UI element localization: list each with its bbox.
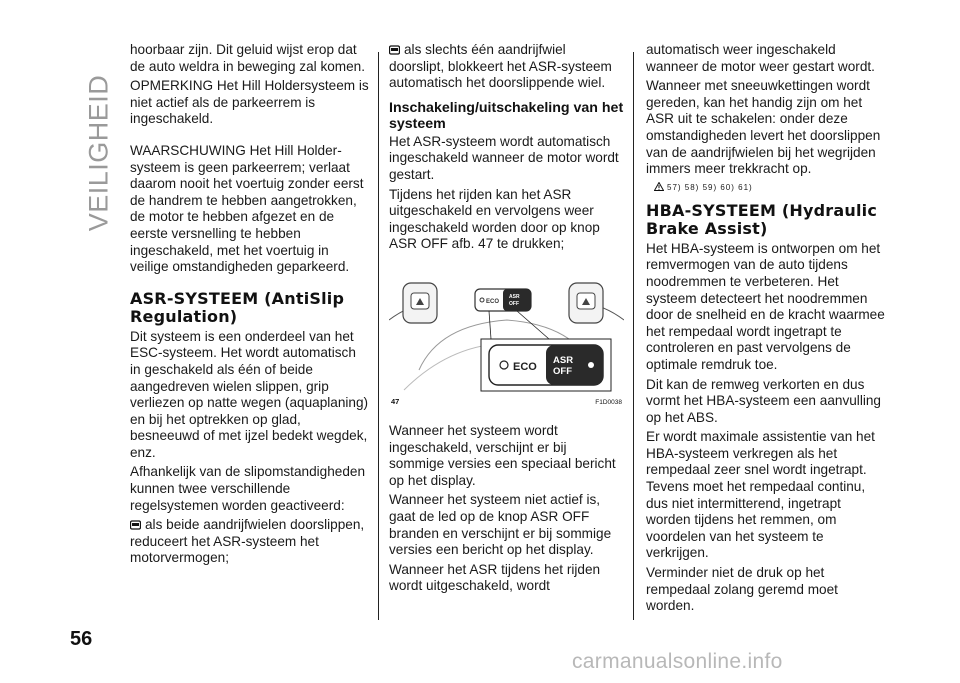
column-2 [389,42,624,598]
paragraph: OPMERKING Het Hill Holdersysteem is niet actief als de parkeerrem is ingeschakeld. [130,78,369,127]
column-divider [633,52,634,620]
paragraph: Wanneer het systeem niet actief is, gaat de led op de knop ASR OFF branden en verschijnt er bij sommige versies een bericht op het display. [389,492,612,558]
subheading-activation: Inschakeling/uitschakeling van het systeem [389,99,624,132]
section-heading-asr: ASR-SYSTEEM (AntiSlip Regulation) [130,288,345,326]
off-label: OFF [553,365,572,377]
figure-asr-off-button [389,265,624,407]
paragraph: automatisch weer ingeschakeld wanneer de motor weer gestart wordt. [646,42,875,74]
watermark: carmanualsonline.info [572,650,783,673]
page-number: 56 [70,628,93,650]
section-heading-hba: HBA-SYSTEEM (Hydraulic Brake Assist) [646,200,878,238]
eco-label-small: ECO [486,298,500,305]
bullet-item: als slechts één aandrijfwiel doorslipt, blokkeert het ASR-systeem automatisch het doorslippende wiel. [389,42,612,91]
paragraph: Wanneer het systeem wordt ingeschakeld, verschijnt er bij sommige versies een speciaal bericht op het display. [389,422,616,488]
column-3 [646,42,886,618]
warning-triangle-icon [654,182,664,191]
car-bullet-icon [389,45,400,55]
bullet-item: als beide aandrijfwielen doorslippen, reduceert het ASR-systeem het motorvermogen; [130,517,365,566]
paragraph: Afhankelijk van de slipomstandigheden kunnen twee verschillende regelsystemen worden geactiveerd: [130,464,366,513]
figure-code: F1D0038 [595,398,622,406]
paragraph: Het ASR-systeem wordt automatisch ingeschakeld wanneer de motor wordt gestart. [389,133,619,182]
paragraph: Dit kan de remweg verkorten en dus vormt het HBA-systeem een aanvulling op het ABS. [646,376,881,425]
column-divider [378,52,379,620]
paragraph: Dit systeem is een onderdeel van het ESC-systeem. Het wordt automatisch in geschakeld als één of beide aangedreven wielen slippen, grip verliezen op natte wegen (aquaplaning) en bij het optrekken op glad, besneeuwd of met ijzel bedekt wegdek, enz. [130,328,369,460]
column-1 [130,42,370,570]
section-side-label: VEILIGHEID [83,74,114,232]
paragraph: Wanneer het ASR tijdens het rijden wordt uitgeschakeld, wordt [389,561,601,594]
paragraph: Verminder niet de druk op het rempedaal zolang geremd moet worden. [646,565,838,614]
figure-number: 47 [391,396,400,406]
car-bullet-icon [130,520,141,530]
asr-label-small: ASR [509,293,520,300]
led-indicator [588,362,594,368]
paragraph: Tijdens het rijden kan het ASR uitgeschakeld en vervolgens weer ingeschakeld worden door op knop ASR OFF afb. 47 te drukken; [389,186,600,252]
asr-label: ASR [553,354,574,366]
paragraph: Er wordt maximale assistentie van het HBA-systeem verkregen als het rempedaal zeer snel wordt ingetrapt. Tevens moet het rempedaal continu, dus niet intermitterend, ingetrapt worden tijdens het remmen, om voordelen van het systeem te verkrijgen. [646,429,875,561]
paragraph: Wanneer met sneeuwkettingen wordt gereden, kan het handig zijn om het ASR uit te schakelen: onder deze omstandigheden levert het doorslippen van de aandrijfwielen bij het wegrijden immers meer trekkracht op. [646,78,881,177]
paragraph: hoorbaar zijn. Dit geluid wijst erop dat de auto weldra in beweging zal komen. [130,42,366,74]
off-label-small: OFF [509,300,519,307]
eco-label: ECO [513,360,537,373]
warning-paragraph: WAARSCHUWING Het Hill Holder-systeem is geen parkeerrem; verlaat daarom nooit het voertuig zonder eerst de handrem te hebben aangetrokken, de motor te hebben afgezet en de eerste versnelling te hebben ingeschakeld, met het voertuig in veilige omstandigheden geparkeerd. [130,142,364,275]
warning-references: 57) 58) 59) 60) 61) [654,182,886,194]
dashboard-illustration [389,265,624,407]
paragraph: Het HBA-systeem is ontworpen om het remvermogen van de auto tijdens noodremmen te verbeteren. Het systeem detecteert het noodremmen door de snelheid en de kracht waarmee het rempedaal wordt ingetrapt te controleren en past vervolgens de optimale remdruk toe. [646,240,885,372]
